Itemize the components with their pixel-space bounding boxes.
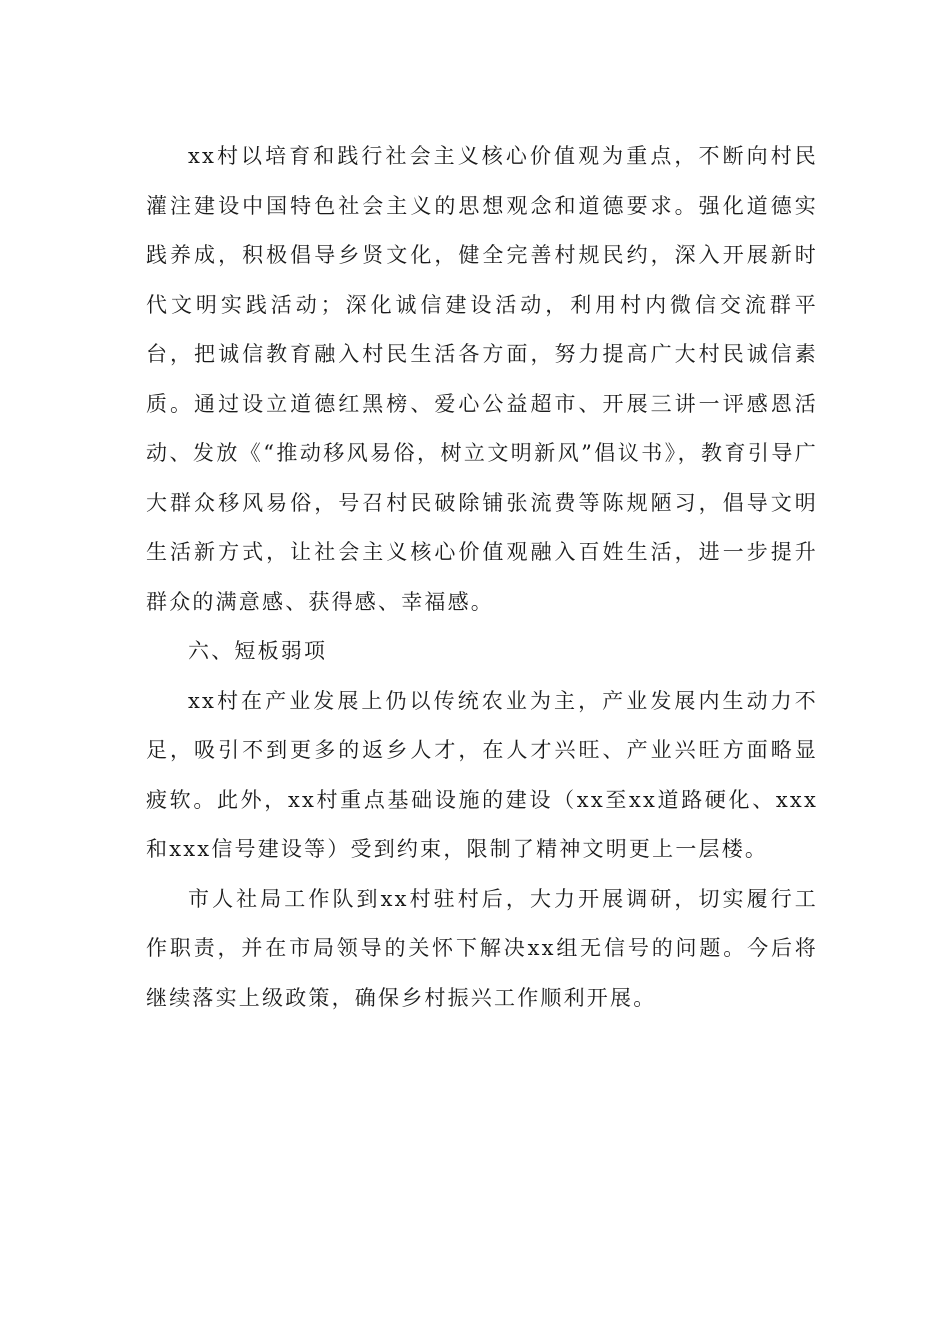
paragraph-work-team: 市人社局工作队到xx村驻村后，大力开展调研，切实履行工作职责，并在市局领导的关怀下解决xx组无信号的问题。今后将继续落实上级政策，确保乡村振兴工作顺利开展。 [146, 886, 818, 1010]
section-heading: 六、短板弱项 [188, 639, 328, 663]
document-body [146, 132, 818, 1023]
paragraph-core-values: xx村以培育和践行社会主义核心价值观为重点，不断向村民灌注建设中国特色社会主义的思想观念和道德要求。强化道德实践养成，积极倡导乡贤文化，健全完善村规民约，深入开展新时代文明实践活动；深化诚信建设活动，利用村内微信交流群平台，把诚信教育融入村民生活各方面，努力提高广大村民诚信素质。通过设立道德红黑榜、爱心公益超市、开展三讲一评感恩活动、发放《“推动移风易俗，树立文明新风”倡议书》，教育引导广大群众移风易俗，号召村民破除铺张流费等陈规陋习，倡导文明生活新方式，让社会主义核心价值观融入百姓生活，进一步提升群众的满意感、获得感、幸福感。 [146, 144, 818, 614]
paragraph-weaknesses: xx村在产业发展上仍以传统农业为主，产业发展内生动力不足，吸引不到更多的返乡人才，在人才兴旺、产业兴旺方面略显疲软。此外，xx村重点基础设施的建设（xx至xx道路硬化、xxx和xxx信号建设等）受到约束，限制了精神文明更上一层楼。 [146, 688, 818, 861]
